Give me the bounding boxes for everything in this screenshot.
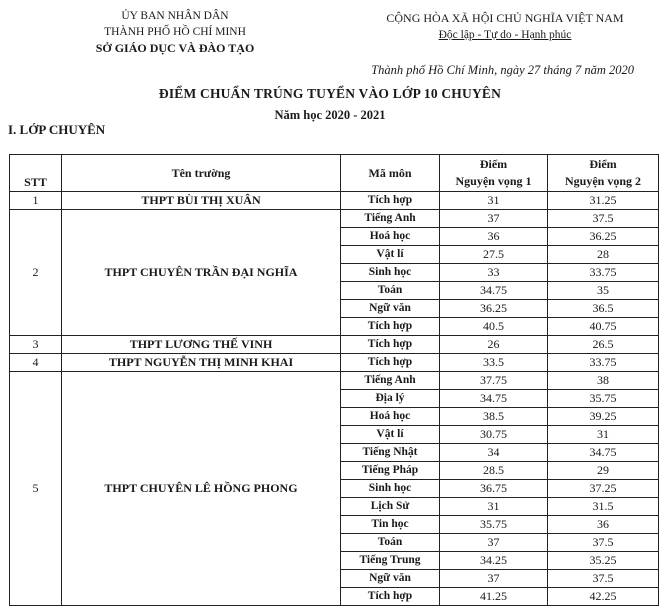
score-nv2: 31 [548, 426, 659, 444]
score-nv1: 36.25 [440, 300, 548, 318]
subject-code: Ngữ văn [341, 570, 440, 588]
place-date: Thành phố Hồ Chí Minh, ngày 27 tháng 7 năm 2020 [371, 63, 634, 77]
national-heading [360, 10, 650, 44]
score-nv1: 37 [440, 534, 548, 552]
score-table-body [10, 192, 659, 606]
table-header-row [10, 155, 659, 192]
score-nv1: 34 [440, 444, 548, 462]
subject-code: Hoá học [341, 228, 440, 246]
score-nv1: 34.75 [440, 390, 548, 408]
score-nv2: 35.75 [548, 390, 659, 408]
subject-code: Sinh học [341, 264, 440, 282]
document-title: ĐIỂM CHUẨN TRÚNG TUYỂN VÀO LỚP 10 CHUYÊN [158, 86, 502, 101]
subject-code: Địa lý [341, 390, 440, 408]
country-name: CỘNG HÒA XÃ HỘI CHỦ NGHĨA VIỆT NAM [386, 11, 624, 25]
score-nv1: 33.5 [440, 354, 548, 372]
score-nv2: 31.5 [548, 498, 659, 516]
score-nv1: 34.25 [440, 552, 548, 570]
national-motto: Độc lập - Tự do - Hạnh phúc [438, 29, 572, 41]
document-subtitle: Năm học 2020 - 2021 [274, 108, 386, 122]
table-row [10, 354, 659, 372]
subject-code: Tích hợp [341, 588, 440, 606]
table-row [10, 210, 659, 228]
subject-code: Hoá học [341, 408, 440, 426]
col-header-nv1 [440, 155, 548, 192]
score-nv1: 31 [440, 192, 548, 210]
score-nv1: 36.75 [440, 480, 548, 498]
subject-code: Ngữ văn [341, 300, 440, 318]
col-header-stt: STT [10, 155, 62, 192]
score-nv1: 37 [440, 570, 548, 588]
issuer-line-1: ỦY BAN NHÂN DÂN [121, 10, 229, 22]
subject-code: Tích hợp [341, 336, 440, 354]
subject-code: Toán [341, 282, 440, 300]
table-row [10, 336, 659, 354]
col-header-nv2-line2: Nguyện vọng 2 [564, 174, 641, 188]
score-nv2: 38 [548, 372, 659, 390]
score-nv2: 34.75 [548, 444, 659, 462]
score-nv2: 36 [548, 516, 659, 534]
subject-code: Tiếng Anh [341, 210, 440, 228]
score-nv2: 42.25 [548, 588, 659, 606]
score-nv1: 37.75 [440, 372, 548, 390]
score-nv2: 33.75 [548, 354, 659, 372]
score-nv2: 36.25 [548, 228, 659, 246]
score-nv2: 26.5 [548, 336, 659, 354]
subject-code: Tin học [341, 516, 440, 534]
subject-code: Tiếng Pháp [341, 462, 440, 480]
score-nv1: 30.75 [440, 426, 548, 444]
score-nv2: 37.5 [548, 570, 659, 588]
issuer-line-2: THÀNH PHỐ HỒ CHÍ MINH [104, 26, 246, 38]
score-nv1: 37 [440, 210, 548, 228]
score-nv1: 34.75 [440, 282, 548, 300]
school-stt: 2 [10, 210, 62, 336]
subject-code: Toán [341, 534, 440, 552]
issuer-department: SỞ GIÁO DỤC VÀ ĐÀO TẠO [95, 41, 255, 55]
score-nv2: 37.5 [548, 534, 659, 552]
subject-code: Vật lí [341, 426, 440, 444]
subject-code: Sinh học [341, 480, 440, 498]
col-header-nv1-line1: Điểm [479, 157, 508, 171]
issuer-block [70, 8, 280, 56]
score-nv2: 28 [548, 246, 659, 264]
section-heading: I. LỚP CHUYÊN [8, 122, 106, 137]
subject-code: Tiếng Nhật [341, 444, 440, 462]
school-stt: 5 [10, 372, 62, 606]
school-name: THPT CHUYÊN TRẦN ĐẠI NGHĨA [62, 210, 341, 336]
school-name: THPT NGUYỄN THỊ MINH KHAI [62, 354, 341, 372]
score-nv1: 33 [440, 264, 548, 282]
score-nv2: 37.5 [548, 210, 659, 228]
score-nv2: 31.25 [548, 192, 659, 210]
score-nv2: 40.75 [548, 318, 659, 336]
school-stt: 4 [10, 354, 62, 372]
score-nv1: 40.5 [440, 318, 548, 336]
score-nv1: 35.75 [440, 516, 548, 534]
table-row [10, 372, 659, 390]
score-nv1: 27.5 [440, 246, 548, 264]
school-name: THPT BÙI THỊ XUÂN [62, 192, 341, 210]
table-row [10, 192, 659, 210]
subject-code: Lịch Sử [341, 498, 440, 516]
subject-code: Tích hợp [341, 354, 440, 372]
col-header-subject: Mã môn [341, 155, 440, 192]
school-name: THPT CHUYÊN LÊ HỒNG PHONG [62, 372, 341, 606]
score-nv1: 41.25 [440, 588, 548, 606]
score-nv1: 38.5 [440, 408, 548, 426]
col-header-nv2 [548, 155, 659, 192]
score-nv1: 28.5 [440, 462, 548, 480]
score-nv2: 35 [548, 282, 659, 300]
col-header-nv1-line2: Nguyện vọng 1 [455, 174, 532, 188]
subject-code: Vật lí [341, 246, 440, 264]
subject-code: Tích hợp [341, 318, 440, 336]
score-nv1: 31 [440, 498, 548, 516]
score-nv2: 35.25 [548, 552, 659, 570]
score-nv2: 36.5 [548, 300, 659, 318]
score-nv1: 26 [440, 336, 548, 354]
school-stt: 3 [10, 336, 62, 354]
score-nv2: 33.75 [548, 264, 659, 282]
col-header-nv2-line1: Điểm [589, 157, 617, 171]
score-nv2: 37.25 [548, 480, 659, 498]
score-nv1: 36 [440, 228, 548, 246]
score-nv2: 29 [548, 462, 659, 480]
subject-code: Tiếng Trung [341, 552, 440, 570]
score-nv2: 39.25 [548, 408, 659, 426]
school-stt: 1 [10, 192, 62, 210]
school-name: THPT LƯƠNG THẾ VINH [62, 336, 341, 354]
col-header-school: Tên trường [62, 155, 341, 192]
subject-code: Tích hợp [341, 192, 440, 210]
score-table [9, 154, 659, 606]
subject-code: Tiếng Anh [341, 372, 440, 390]
